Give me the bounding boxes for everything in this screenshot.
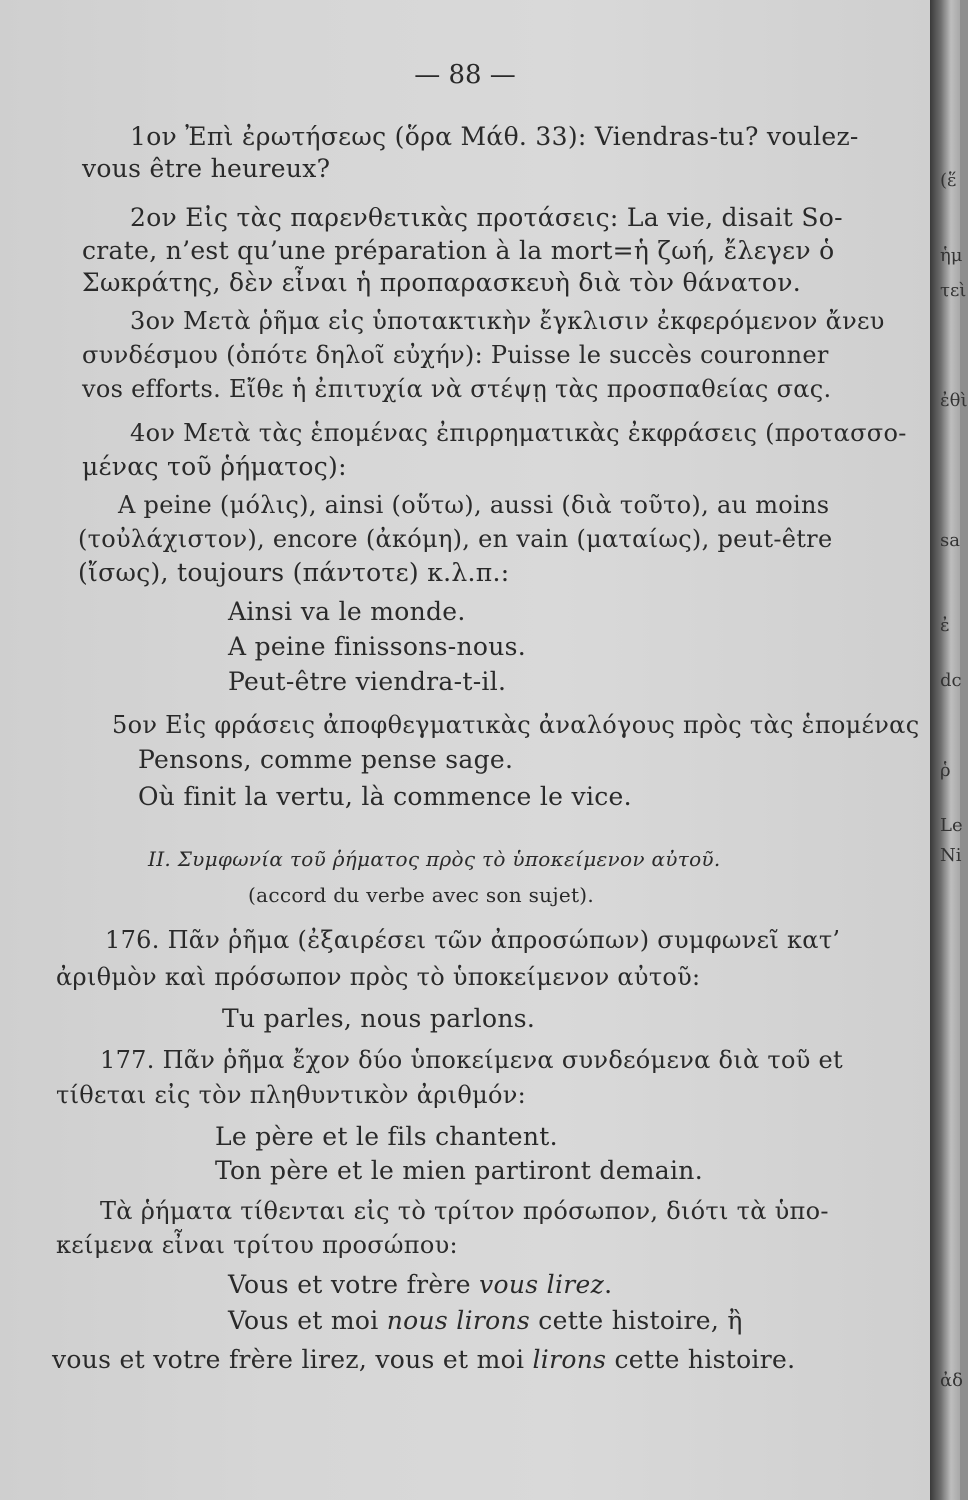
nous-lirons-pre: Vous et moi: [228, 1306, 387, 1335]
page-number: — 88 —: [414, 60, 516, 90]
text-line-11: A peine (μόλις), ainsi (οὕτω), aussi (διὰ τοῦτο), au moins: [118, 491, 830, 519]
text-line-7: συνδέσμου (ὁπότε δηλοῖ εὐχήν): Puisse le succès couronner: [82, 341, 829, 369]
example-vous-lirez: [228, 1270, 612, 1300]
text-line-4: crate, n’est qu’une préparation à la mort=ἡ ζωή, ἔλεγεν ὁ: [82, 236, 835, 265]
text-line-2: vous être heureux?: [82, 154, 331, 183]
text-line-6: 3ον Μετὰ ῥῆμα εἰς ὑποτακτικὴν ἔγκλισιν ἐκφερόμενον ἄνευ: [130, 307, 885, 335]
example-vertu: Où finit la vertu, là commence le vice.: [138, 782, 632, 811]
text-line-9: 4ον Μετὰ τὰς ἑπομένας ἐπιρρηματικὰς ἐκφράσεις (προτασσο-: [130, 419, 907, 447]
section-subheading: (accord du verbe avec son sujet).: [248, 883, 595, 907]
last-line-pre: vous et votre frère lirez, vous et moi: [52, 1345, 533, 1374]
text-line-8: vos efforts. Εἴθε ἡ ἐπιτυχία νὰ στέψῃ τὰς προσπαθείας σας.: [82, 375, 832, 403]
example-peut-etre: Peut-être viendra-t-il.: [228, 667, 507, 696]
example-parles: Tu parles, nous parlons.: [222, 1004, 536, 1033]
section-heading: II. Συμφωνία τοῦ ῥήματος πρὸς τὸ ὑποκείμενον αὐτοῦ.: [148, 847, 721, 871]
last-line-post: cette histoire.: [606, 1345, 796, 1374]
text-line-3: 2ον Εἰς τὰς παρενθετικὰς προτάσεις: La vie, disait So-: [130, 203, 843, 232]
vous-lirez-post: .: [604, 1270, 613, 1299]
text-line-13: (ἴσως), toujours (πάντοτε) κ.λ.π.:: [78, 558, 510, 587]
text-line-12: (τοὐλάχιστον), encore (ἀκόμη), en vain (ματαίως), peut-être: [78, 525, 833, 553]
text-line-5: Σωκράτης, δὲν εἶναι ἡ προπαρασκευὴ διὰ τὸν θάνατον.: [82, 268, 801, 297]
text-line-25: 177. Πᾶν ῥῆμα ἔχον δύο ὑποκείμενα συνδεόμενα διὰ τοῦ et: [100, 1046, 844, 1074]
text-line-23: ἀριθμὸν καὶ πρόσωπον πρὸς τὸ ὑποκείμενον αὐτοῦ:: [56, 963, 701, 991]
text-line-26: τίθεται εἰς τὸν πληθυντικὸν ἀριθμόν:: [56, 1081, 526, 1109]
gutter-fragment: τεὶ: [940, 280, 967, 301]
text-line-29: Τὰ ῥήματα τίθενται εἰς τὸ τρίτον πρόσωπον, διότι τὰ ὑπο-: [100, 1197, 829, 1225]
example-pere-fils: Le père et le fils chantent.: [215, 1122, 558, 1151]
text-line-17: 5ον Εἰς φράσεις ἀποφθεγματικὰς ἀναλόγους πρὸς τὰς ἑπομένας: [112, 711, 920, 739]
example-ainsi: Ainsi va le monde.: [228, 597, 466, 626]
text-line-10: μένας τοῦ ῥήματος):: [82, 452, 347, 481]
gutter-fragment: ἐ: [940, 615, 950, 636]
vous-lirez-emphasis: vous lirez: [479, 1270, 605, 1299]
text-line-22: 176. Πᾶν ῥῆμα (ἐξαιρέσει τῶν ἀπροσώπων) συμφωνεῖ κατ’: [105, 926, 841, 954]
text-line-30: κείμενα εἶναι τρίτου προσώπου:: [56, 1231, 458, 1259]
adjacent-page-edge: [930, 0, 968, 1500]
vous-lirez-pre: Vous et votre frère: [228, 1270, 480, 1299]
gutter-fragment: dc: [940, 670, 962, 691]
example-pere-mien: Ton père et le mien partiront demain.: [215, 1156, 703, 1185]
text-line-last: [52, 1345, 795, 1375]
gutter-fragment: ἀδ: [940, 1370, 963, 1391]
last-line-emphasis: lirons: [532, 1345, 607, 1374]
text-line-1: [130, 122, 859, 152]
gutter-fragment: ῥ: [940, 760, 951, 781]
nous-lirons-post: cette histoire, ἢ: [530, 1306, 743, 1335]
example-nous-lirons: [228, 1306, 743, 1336]
example-pensons: Pensons, comme pense sage.: [138, 745, 514, 774]
gutter-fragment: sa: [940, 530, 960, 551]
gutter-fragment: Ni: [940, 845, 962, 866]
example-a-peine: A peine finissons-nous.: [228, 632, 527, 661]
text-line-1-text: 1ον Ἐπὶ ἐρωτήσεως (ὅρα Μάθ. 33): Viendras-tu? voulez-: [130, 122, 859, 151]
gutter-fragment: (ἕ: [940, 170, 957, 191]
gutter-fragment: Le: [940, 815, 963, 836]
gutter-fragment: ἐθὶ: [940, 390, 968, 411]
nous-lirons-emphasis: nous lirons: [386, 1306, 531, 1335]
gutter-fragment: ἡμ: [940, 245, 963, 266]
